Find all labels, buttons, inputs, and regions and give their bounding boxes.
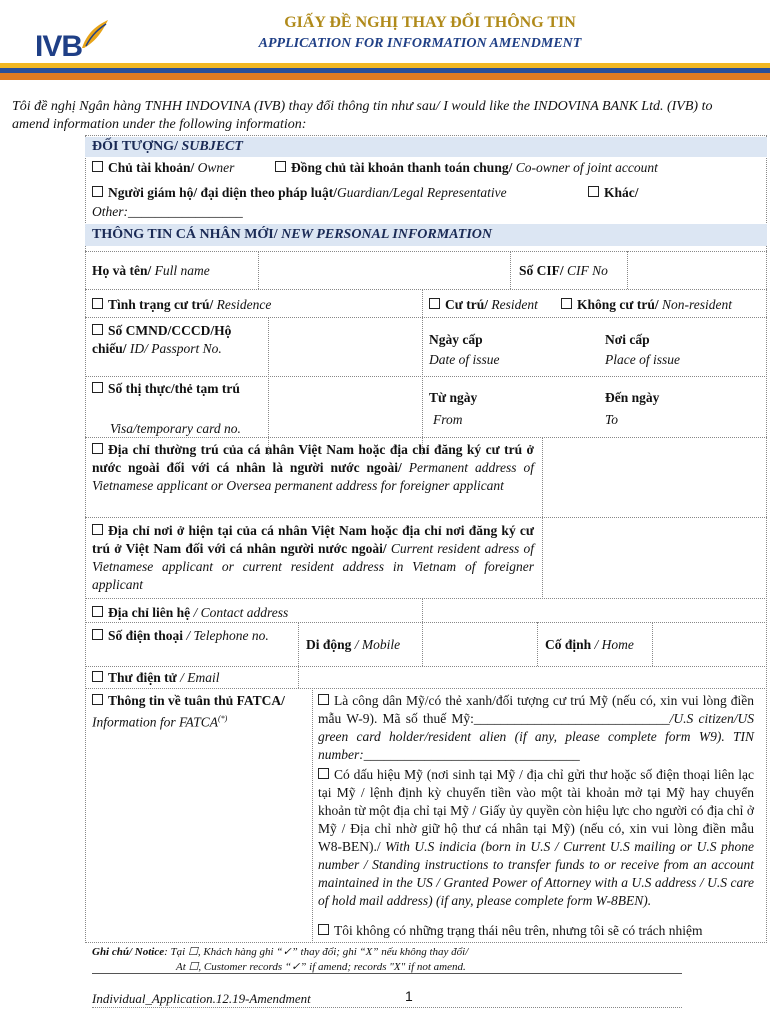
to-label: Đến ngày bbox=[605, 390, 660, 405]
contact-checkbox[interactable] bbox=[92, 606, 103, 617]
option-other[interactable]: Khác/ bbox=[588, 184, 639, 202]
cif-label: Số CIF/ CIF No bbox=[519, 263, 608, 278]
current-address-checkbox[interactable] bbox=[92, 524, 103, 535]
fatca-option-us-citizen[interactable]: Là công dân Mỹ/có thẻ xanh/đối tượng cư trú Mỹ (nếu có, xin vui lòng điền mẫu W-9). Mã số thuế Mỹ:_____________________________/U.S citizen/US green card holder/resident alien (if any, please complete form W9). TIN number:________________________________ bbox=[318, 693, 754, 762]
visa-label: Số thị thực/thẻ tạm trú bbox=[92, 380, 262, 398]
from-label: Từ ngày bbox=[429, 390, 478, 405]
ivb-logo: IVB bbox=[35, 30, 83, 63]
nonresident-checkbox[interactable] bbox=[561, 298, 572, 309]
phone-label: Số điện thoại / Telephone no. bbox=[92, 627, 297, 645]
option-resident[interactable]: Cư trú/ Resident bbox=[429, 296, 538, 314]
option-owner[interactable]: Chủ tài khoản/ Owner bbox=[92, 159, 234, 177]
current-address-input[interactable] bbox=[546, 520, 762, 594]
title-en: APPLICATION FOR INFORMATION AMENDMENT bbox=[258, 36, 582, 51]
fullname-label: Họ và tên/ Full name bbox=[92, 263, 210, 278]
fatca-label: Thông tin về tuân thủ FATCA/ Information for FATCA(*) bbox=[92, 693, 285, 730]
cif-input[interactable] bbox=[631, 253, 761, 287]
id-label: Số CMND/CCCD/Hộ chiếu/ ID/ Passport No. bbox=[92, 323, 232, 356]
phone-checkbox[interactable] bbox=[92, 629, 103, 640]
place-issue-label: Nơi cấp bbox=[605, 332, 650, 347]
fatca-option-none[interactable]: Tôi không có những trạng thái nêu trên, nhưng tôi sẽ có trách nhiệm bbox=[318, 922, 754, 940]
from-en: From bbox=[433, 412, 463, 427]
notice-line-1: Ghi chú/ Notice: Tại ☐, Khách hàng ghi “✓” thay đổi; ghi “X” nếu không thay đổi/ bbox=[92, 946, 469, 958]
us-indicia-checkbox[interactable] bbox=[318, 768, 329, 779]
fatca-option-us-indicia[interactable]: Có dấu hiệu Mỹ (nơi sinh tại Mỹ / địa chỉ gửi thư hoặc số điện thoại liên lạc tại Mỹ / lệnh định kỳ chuyển tiền vào một tài khoản mở tại Mỹ hay chuyển khoản từ một địa chỉ tại Mỹ / Giấy ủy quyền còn hiệu lực cho người có địa chỉ ở Mỹ / Địa chỉ nhờ giữ hộ thư cá nhân tại Mỹ) (nếu có, xin vui lòng điền mẫu W8-BEN)./ With U.S indicia (born in U.S / Current U.S mailing or U.S phone number / Standing instructions to transfer funds to or receive from an account maintained in the US / Granted Power of Attorney with a U.S address / U.S care of hold mail address) (if any, please complete form W-8BEN). bbox=[318, 767, 754, 908]
header-band-orange bbox=[0, 73, 770, 80]
option-nonresident[interactable]: Không cư trú/ Non-resident bbox=[561, 296, 732, 314]
intro-text: Tôi đề nghị Ngân hàng TNHH INDOVINA (IVB) thay đổi thông tin như sau/ I would like the INDOVINA BANK Ltd. (IVB) to amend information under the following information: bbox=[12, 99, 713, 132]
title-vn: GIẤY ĐỀ NGHỊ THAY ĐỔI THÔNG TIN bbox=[284, 14, 576, 31]
current-address-label: Địa chỉ nơi ở hiện tại của cá nhân Việt Nam hoặc địa chỉ nơi đăng ký cư trú ở Việt Nam đối với cá nhân người nước ngoài/ Current resident adress of Vietnamese applicant or current resident address in Vietnam of foreigner applicant bbox=[92, 523, 534, 592]
us-citizen-checkbox[interactable] bbox=[318, 694, 329, 705]
none-checkbox[interactable] bbox=[318, 924, 329, 935]
perm-address-label: Địa chỉ thường trú của cá nhân Việt Nam hoặc địa chỉ đăng ký cư trú ở nước ngoài đối với cá nhân là người nước ngoài/ Permanent address of Vietnamese applicant or Oversea permanent address for foreigner applicant bbox=[92, 442, 534, 493]
email-checkbox[interactable] bbox=[92, 671, 103, 682]
other-input-line[interactable]: Other:_________________ bbox=[92, 204, 243, 219]
owner-checkbox[interactable] bbox=[92, 161, 103, 172]
contact-address-label: Địa chỉ liên hệ / Contact address bbox=[92, 604, 288, 622]
id-checkbox[interactable] bbox=[92, 324, 103, 335]
option-guardian[interactable]: Người giám hộ/ đại diện theo pháp luật/Guardian/Legal Representative bbox=[92, 184, 507, 202]
home-phone-label: Cố định / Home bbox=[545, 637, 634, 652]
section-new-info-header: THÔNG TIN CÁ NHÂN MỚI/ NEW PERSONAL INFORMATION bbox=[85, 224, 767, 246]
page-number: 1 bbox=[405, 988, 413, 1004]
date-issue-en: Date of issue bbox=[429, 352, 500, 367]
residence-label: Tình trạng cư trú/ Residence bbox=[92, 296, 271, 314]
section-subject-header: ĐỐI TƯỢNG/ SUBJECT bbox=[85, 137, 767, 157]
resident-checkbox[interactable] bbox=[429, 298, 440, 309]
mobile-label: Di động / Mobile bbox=[306, 637, 401, 652]
perm-address-input[interactable] bbox=[546, 440, 762, 514]
fatca-checkbox[interactable] bbox=[92, 694, 103, 705]
other-checkbox[interactable] bbox=[588, 186, 599, 197]
to-en: To bbox=[605, 412, 619, 427]
email-label: Thư điện tử / Email bbox=[92, 669, 219, 687]
place-issue-en: Place of issue bbox=[605, 352, 680, 367]
residence-checkbox[interactable] bbox=[92, 298, 103, 309]
date-issue-label: Ngày cấp bbox=[429, 332, 483, 347]
guardian-checkbox[interactable] bbox=[92, 186, 103, 197]
option-coowner[interactable]: Đồng chủ tài khoản thanh toán chung/ Co-owner of joint account bbox=[275, 159, 658, 177]
perm-address-checkbox[interactable] bbox=[92, 443, 103, 454]
notice-line-2: At ☐, Customer records “✓” if amend; records "X" if not amend. bbox=[176, 961, 466, 973]
footer-doc-id: Individual_Application.12.19-Amendment bbox=[92, 991, 311, 1006]
visa-checkbox[interactable] bbox=[92, 382, 103, 393]
fullname-input[interactable] bbox=[262, 253, 507, 287]
coowner-checkbox[interactable] bbox=[275, 161, 286, 172]
visa-en: Visa/temporary card no. bbox=[110, 421, 241, 436]
